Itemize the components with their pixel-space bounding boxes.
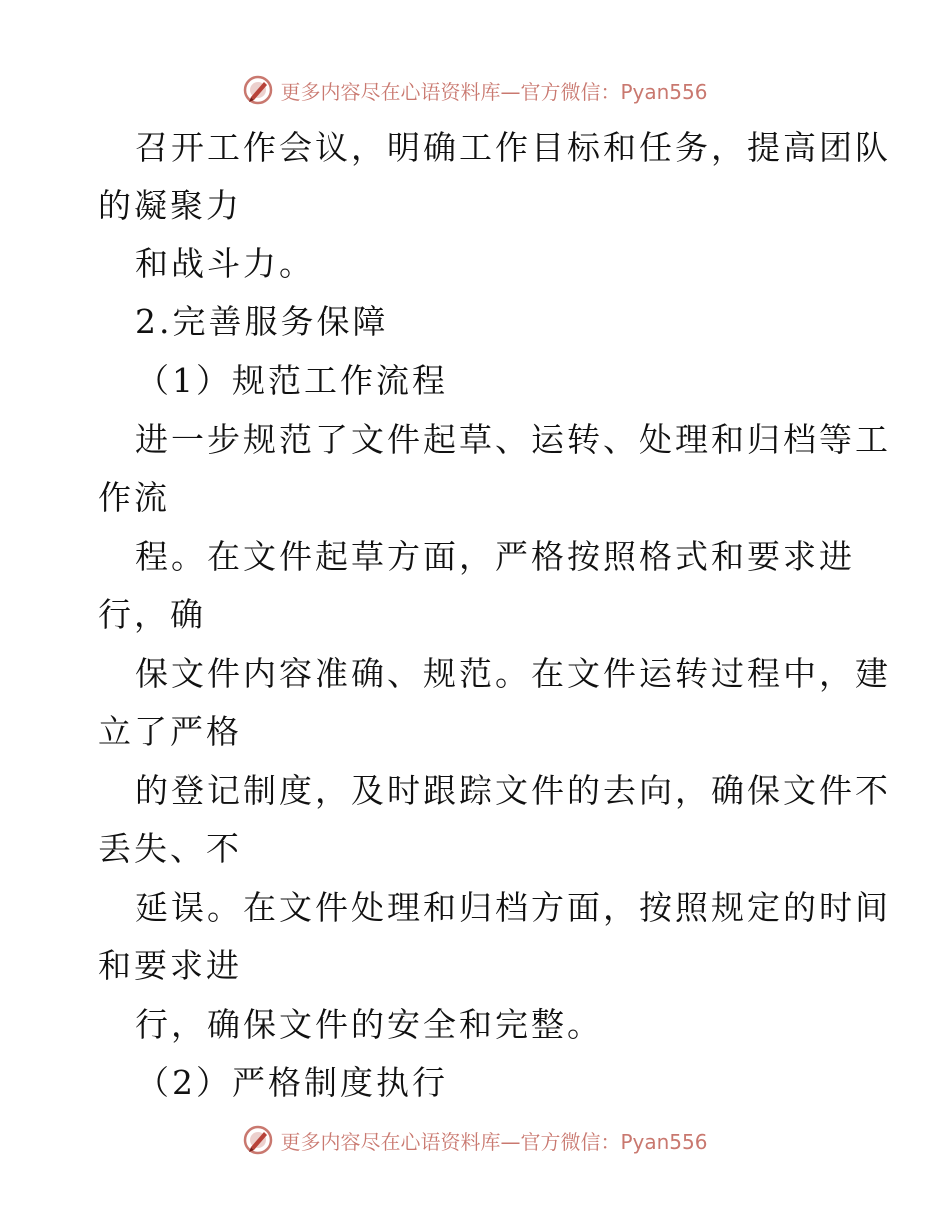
body-line: 的登记制度，及时跟踪文件的去向，确保文件不 — [135, 771, 891, 810]
section-heading: 2.完善服务保障 — [135, 302, 389, 341]
body-line: 延误。在文件处理和归档方面，按照规定的时间 — [135, 888, 891, 927]
body-line: 和要求进 — [98, 946, 242, 985]
body-line: 行，确 — [98, 595, 206, 634]
body-line: 作流 — [98, 478, 170, 517]
body-line: 程。在文件起草方面，严格按照格式和要求进 — [135, 537, 855, 576]
body-line: 和战斗力。 — [135, 244, 315, 283]
body-line: 的凝聚力 — [98, 186, 242, 225]
header-banner-text: 更多内容尽在心语资料库—官方微信：Pyan556 — [280, 79, 708, 104]
body-line: 立了严格 — [98, 712, 242, 751]
footer-banner — [0, 1120, 950, 1160]
body-line: 丢失、不 — [98, 829, 242, 868]
body-line: 进一步规范了文件起草、运转、处理和归档等工 — [135, 420, 891, 459]
subsection-heading: （2）严格制度执行 — [136, 1063, 448, 1102]
body-line: 保文件内容准确、规范。在文件运转过程中，建 — [135, 654, 891, 693]
body-line: 行，确保文件的安全和完整。 — [135, 1005, 603, 1044]
body-line: 召开工作会议，明确工作目标和任务，提高团队 — [135, 128, 891, 167]
subsection-heading: （1）规范工作流程 — [136, 361, 448, 400]
brush-logo-icon — [242, 1124, 274, 1156]
footer-banner-text: 更多内容尽在心语资料库—官方微信：Pyan556 — [280, 1129, 708, 1154]
